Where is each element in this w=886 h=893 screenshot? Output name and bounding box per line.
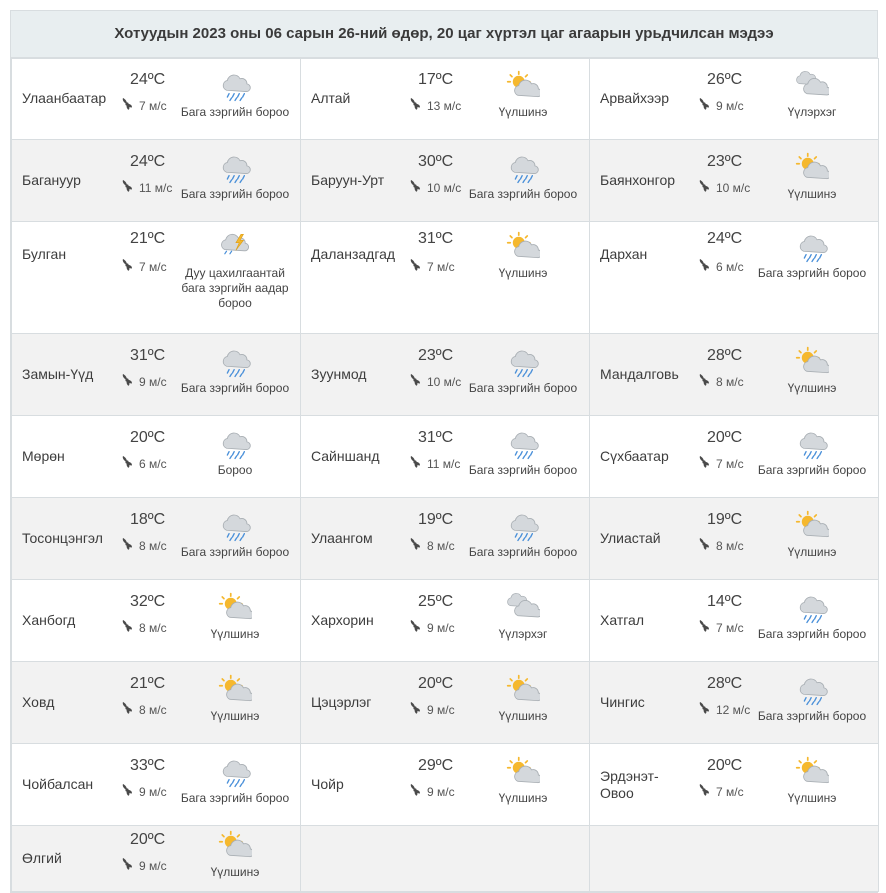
wind-icon: [697, 373, 711, 390]
weather-condition: [757, 151, 867, 202]
wind-value: 7 м/с: [427, 259, 455, 274]
temperature: 30ºC: [418, 153, 454, 170]
weather-condition: [468, 230, 578, 281]
rain-cloud-icon: [468, 509, 578, 543]
partly-sunny-icon: [757, 151, 867, 185]
city-cell: [12, 334, 301, 416]
wind-value: 9 м/с: [139, 374, 167, 389]
forecast-table: [11, 58, 879, 892]
rain-cloud-icon: [180, 755, 290, 789]
wind-icon: [408, 455, 422, 472]
weather-condition: [757, 755, 867, 806]
wind-icon: [697, 619, 711, 636]
weather-condition: [180, 151, 290, 202]
partly-sunny-icon: [757, 509, 867, 543]
wind-speed: [120, 455, 167, 472]
city-cell: [590, 222, 879, 334]
wind-speed: [408, 619, 455, 636]
partly-sunny-icon: [468, 755, 578, 789]
weather-condition: [180, 829, 290, 880]
wind-icon: [408, 373, 422, 390]
weather-condition: [180, 69, 290, 120]
wind-value: 12 м/с: [716, 702, 751, 717]
wind-value: 10 м/с: [427, 374, 462, 389]
wind-value: 11 м/с: [427, 456, 461, 471]
wind-icon: [120, 258, 134, 275]
city-cell: [12, 662, 301, 744]
wind-icon: [697, 258, 711, 275]
rain-cloud-icon: [180, 69, 290, 103]
temperature: 32ºC: [130, 593, 166, 610]
weather-condition: [468, 673, 578, 724]
weather-description: Үүлэрхэг: [498, 627, 548, 641]
wind-value: 7 м/с: [716, 456, 744, 471]
city-cell: [301, 744, 590, 826]
temperature: 26ºC: [707, 71, 743, 88]
wind-speed: [408, 258, 455, 275]
wind-value: 8 м/с: [427, 538, 455, 553]
wind-icon: [408, 97, 422, 114]
city-name: Дархан: [600, 246, 648, 262]
temperature: 17ºC: [418, 71, 454, 88]
weather-description: Бага зэргийн бороо: [468, 463, 578, 477]
wind-icon: [697, 97, 711, 114]
weather-condition: [757, 230, 867, 281]
city-name: Зуунмод: [311, 366, 367, 382]
wind-speed: [697, 537, 744, 554]
weather-condition: [468, 345, 578, 396]
weather-condition: [757, 427, 867, 478]
wind-value: 9 м/с: [139, 784, 167, 799]
city-name: Арвайхээр: [600, 90, 670, 106]
weather-condition: [180, 427, 290, 478]
weather-condition: [468, 69, 578, 120]
wind-speed: [408, 783, 455, 800]
wind-speed: [697, 783, 744, 800]
city-cell: [590, 498, 879, 580]
city-name: Цэцэрлэг: [311, 694, 372, 710]
cloudy-icon: [757, 69, 867, 103]
city-name: Улаангом: [311, 530, 373, 546]
wind-speed: [408, 97, 461, 114]
weather-condition: [757, 673, 867, 724]
city-cell: [12, 59, 301, 140]
weather-description: Үүлшинэ: [498, 791, 548, 805]
city-cell: [12, 826, 301, 892]
city-name: Тосонцэнгэл: [22, 530, 103, 546]
rain-cloud-icon: [180, 427, 290, 461]
rain-cloud-icon: [757, 427, 867, 461]
wind-value: 10 м/с: [716, 180, 751, 195]
weather-condition: [468, 591, 578, 642]
wind-value: 9 м/с: [427, 702, 455, 717]
partly-sunny-icon: [180, 673, 290, 707]
weather-description: Бороо: [217, 463, 253, 477]
partly-sunny-icon: [468, 673, 578, 707]
city-cell: [590, 334, 879, 416]
weather-condition: [468, 151, 578, 202]
wind-value: 9 м/с: [427, 784, 455, 799]
empty-cell: [301, 826, 590, 892]
wind-icon: [697, 179, 711, 196]
temperature: 20ºC: [707, 429, 743, 446]
temperature: 21ºC: [130, 230, 166, 247]
city-name: Чойр: [311, 776, 344, 792]
temperature: 23ºC: [418, 347, 454, 364]
city-cell: [590, 580, 879, 662]
city-cell: [590, 662, 879, 744]
wind-icon: [120, 619, 134, 636]
rain-cloud-icon: [468, 345, 578, 379]
temperature: 31ºC: [418, 230, 454, 247]
city-name: Өлгий: [22, 850, 62, 866]
partly-sunny-icon: [180, 591, 290, 625]
city-cell: [12, 140, 301, 222]
rain-cloud-icon: [757, 591, 867, 625]
temperature: 20ºC: [130, 831, 166, 848]
wind-icon: [408, 537, 422, 554]
weather-description: Бага зэргийн бороо: [180, 187, 290, 201]
city-name: Сүхбаатар: [600, 448, 669, 464]
weather-condition: [757, 509, 867, 560]
wind-value: 6 м/с: [716, 259, 744, 274]
wind-icon: [120, 537, 134, 554]
wind-speed: [120, 179, 172, 196]
weather-condition: [757, 69, 867, 120]
wind-speed: [697, 97, 744, 114]
weather-description: Бага зэргийн бороо: [468, 381, 578, 395]
temperature: 20ºC: [707, 757, 743, 774]
rain-cloud-icon: [468, 427, 578, 461]
city-name: Чойбалсан: [22, 776, 94, 792]
wind-icon: [408, 701, 422, 718]
empty-cell: [590, 826, 879, 892]
weather-description: Үүлэрхэг: [787, 105, 837, 119]
city-cell: [301, 416, 590, 498]
city-cell: [301, 59, 590, 140]
temperature: 14ºC: [707, 593, 743, 610]
temperature: 19ºC: [707, 511, 743, 528]
rain-cloud-icon: [757, 230, 867, 264]
weather-description: Бага зэргийн бороо: [757, 709, 867, 723]
wind-value: 7 м/с: [716, 784, 744, 799]
rain-cloud-icon: [180, 345, 290, 379]
wind-icon: [120, 97, 134, 114]
city-cell: [590, 59, 879, 140]
wind-icon: [120, 783, 134, 800]
city-cell: [301, 662, 590, 744]
wind-speed: [120, 258, 167, 275]
city-name: Булган: [22, 246, 67, 262]
cloudy-icon: [468, 591, 578, 625]
weather-description: Үүлшинэ: [498, 105, 548, 119]
wind-value: 7 м/с: [139, 98, 167, 113]
city-cell: [301, 222, 590, 334]
city-name: Ховд: [22, 694, 55, 710]
wind-value: 10 м/с: [427, 180, 462, 195]
wind-icon: [120, 179, 134, 196]
city-cell: [301, 140, 590, 222]
weather-description: Үүлшинэ: [210, 865, 260, 879]
city-cell: [12, 498, 301, 580]
temperature: 25ºC: [418, 593, 454, 610]
temperature: 21ºC: [130, 675, 166, 692]
weather-description: Үүлшинэ: [787, 791, 837, 805]
wind-icon: [120, 455, 134, 472]
weather-condition: [180, 591, 290, 642]
wind-value: 13 м/с: [427, 98, 462, 113]
wind-value: 11 м/с: [139, 180, 173, 195]
partly-sunny-icon: [757, 755, 867, 789]
wind-speed: [120, 701, 167, 718]
temperature: 23ºC: [707, 153, 743, 170]
weather-description: Үүлшинэ: [787, 545, 837, 559]
wind-speed: [120, 619, 167, 636]
city-cell: [590, 416, 879, 498]
temperature: 29ºC: [418, 757, 454, 774]
wind-speed: [697, 258, 744, 275]
wind-icon: [697, 701, 711, 718]
city-name: Багануур: [22, 172, 81, 188]
wind-speed: [408, 455, 460, 472]
weather-condition: [757, 345, 867, 396]
weather-condition: [180, 230, 290, 311]
wind-value: 9 м/с: [427, 620, 455, 635]
weather-condition: [180, 673, 290, 724]
city-name: Мандалговь: [600, 366, 679, 382]
temperature: 31ºC: [130, 347, 166, 364]
wind-value: 8 м/с: [139, 538, 167, 553]
wind-value: 8 м/с: [139, 702, 167, 717]
city-name: Даланзадгад: [311, 246, 396, 262]
temperature: 24ºC: [130, 71, 166, 88]
wind-speed: [697, 455, 744, 472]
city-name: Замын-Үүд: [22, 366, 94, 382]
wind-speed: [120, 537, 167, 554]
wind-value: 7 м/с: [139, 259, 167, 274]
wind-speed: [120, 373, 167, 390]
weather-description: Бага зэргийн бороо: [757, 266, 867, 280]
wind-speed: [120, 97, 167, 114]
temperature: 19ºC: [418, 511, 454, 528]
weather-description: Бага зэргийн бороо: [468, 187, 578, 201]
wind-speed: [120, 783, 167, 800]
city-name: Сайншанд: [311, 448, 380, 464]
weather-description: Бага зэргийн бороо: [180, 545, 290, 559]
city-name: Хатгал: [600, 612, 644, 628]
wind-icon: [408, 783, 422, 800]
wind-speed: [697, 619, 744, 636]
wind-icon: [697, 537, 711, 554]
wind-icon: [697, 455, 711, 472]
temperature: 31ºC: [418, 429, 454, 446]
rain-cloud-icon: [180, 509, 290, 543]
weather-description: Үүлшинэ: [498, 266, 548, 280]
rain-cloud-icon: [180, 151, 290, 185]
wind-speed: [120, 857, 167, 874]
wind-value: 8 м/с: [716, 538, 744, 553]
partly-sunny-icon: [468, 230, 578, 264]
city-name: Баруун-Урт: [311, 172, 385, 188]
wind-icon: [408, 258, 422, 275]
forecast-panel: [10, 10, 878, 893]
city-cell: [12, 416, 301, 498]
city-cell: [590, 140, 879, 222]
wind-value: 8 м/с: [139, 620, 167, 635]
weather-description: Үүлшинэ: [498, 709, 548, 723]
wind-icon: [697, 783, 711, 800]
temperature: 24ºC: [707, 230, 743, 247]
wind-value: 9 м/с: [139, 858, 167, 873]
weather-description: Бага зэргийн бороо: [757, 627, 867, 641]
weather-condition: [468, 427, 578, 478]
temperature: 20ºC: [418, 675, 454, 692]
city-cell: [12, 222, 301, 334]
weather-condition: [180, 345, 290, 396]
wind-icon: [408, 179, 422, 196]
wind-speed: [408, 373, 461, 390]
weather-description: Бага зэргийн бороо: [180, 791, 290, 805]
temperature: 24ºC: [130, 153, 166, 170]
wind-speed: [697, 179, 750, 196]
temperature: 28ºC: [707, 675, 743, 692]
city-cell: [301, 498, 590, 580]
rain-cloud-icon: [757, 673, 867, 707]
city-cell: [12, 744, 301, 826]
city-cell: [301, 334, 590, 416]
wind-icon: [408, 619, 422, 636]
city-name: Чингис: [600, 694, 645, 710]
city-name: Улиастай: [600, 530, 661, 546]
city-name: Мөрөн: [22, 448, 65, 464]
forecast-title: Хотуудын 2023 оны 06 сарын 26-ний өдөр, 20 цаг хүртэл цаг агаарын урьдчилсан мэдээ: [11, 11, 877, 58]
weather-condition: [757, 591, 867, 642]
temperature: 28ºC: [707, 347, 743, 364]
city-name: Алтай: [311, 90, 351, 106]
weather-condition: [180, 509, 290, 560]
weather-description: Үүлшинэ: [787, 187, 837, 201]
partly-sunny-icon: [468, 69, 578, 103]
city-cell: [12, 580, 301, 662]
city-cell: [301, 580, 590, 662]
city-name: Хархорин: [311, 612, 374, 628]
temperature: 20ºC: [130, 429, 166, 446]
weather-description: Бага зэргийн бороо: [180, 381, 290, 395]
wind-value: 7 м/с: [716, 620, 744, 635]
wind-speed: [697, 373, 744, 390]
rain-cloud-icon: [468, 151, 578, 185]
weather-description: Үүлшинэ: [210, 709, 260, 723]
weather-description: Бага зэргийн бороо: [180, 105, 290, 119]
city-cell: [590, 744, 879, 826]
city-name: Эрдэнэт-Овоо: [600, 768, 659, 801]
wind-speed: [408, 537, 455, 554]
weather-description: Бага зэргийн бороо: [757, 463, 867, 477]
weather-condition: [468, 755, 578, 806]
thunderstorm-icon: [180, 230, 290, 264]
wind-icon: [120, 373, 134, 390]
weather-condition: [468, 509, 578, 560]
city-name: Ханбогд: [22, 612, 76, 628]
temperature: 18ºC: [130, 511, 166, 528]
weather-description: Үүлшинэ: [210, 627, 260, 641]
wind-value: 9 м/с: [716, 98, 744, 113]
wind-icon: [120, 701, 134, 718]
wind-speed: [408, 701, 455, 718]
wind-value: 6 м/с: [139, 456, 167, 471]
weather-description: Үүлшинэ: [787, 381, 837, 395]
weather-description: Дуу цахилгаантай бага зэргийн аадар бороо: [181, 266, 289, 310]
temperature: 33ºC: [130, 757, 166, 774]
weather-condition: [180, 755, 290, 806]
partly-sunny-icon: [180, 829, 290, 863]
city-name: Баянхонгор: [600, 172, 676, 188]
partly-sunny-icon: [757, 345, 867, 379]
weather-description: Бага зэргийн бороо: [468, 545, 578, 559]
city-name: Улаанбаатар: [22, 90, 107, 106]
wind-value: 8 м/с: [716, 374, 744, 389]
wind-speed: [408, 179, 461, 196]
wind-speed: [697, 701, 750, 718]
wind-icon: [120, 857, 134, 874]
